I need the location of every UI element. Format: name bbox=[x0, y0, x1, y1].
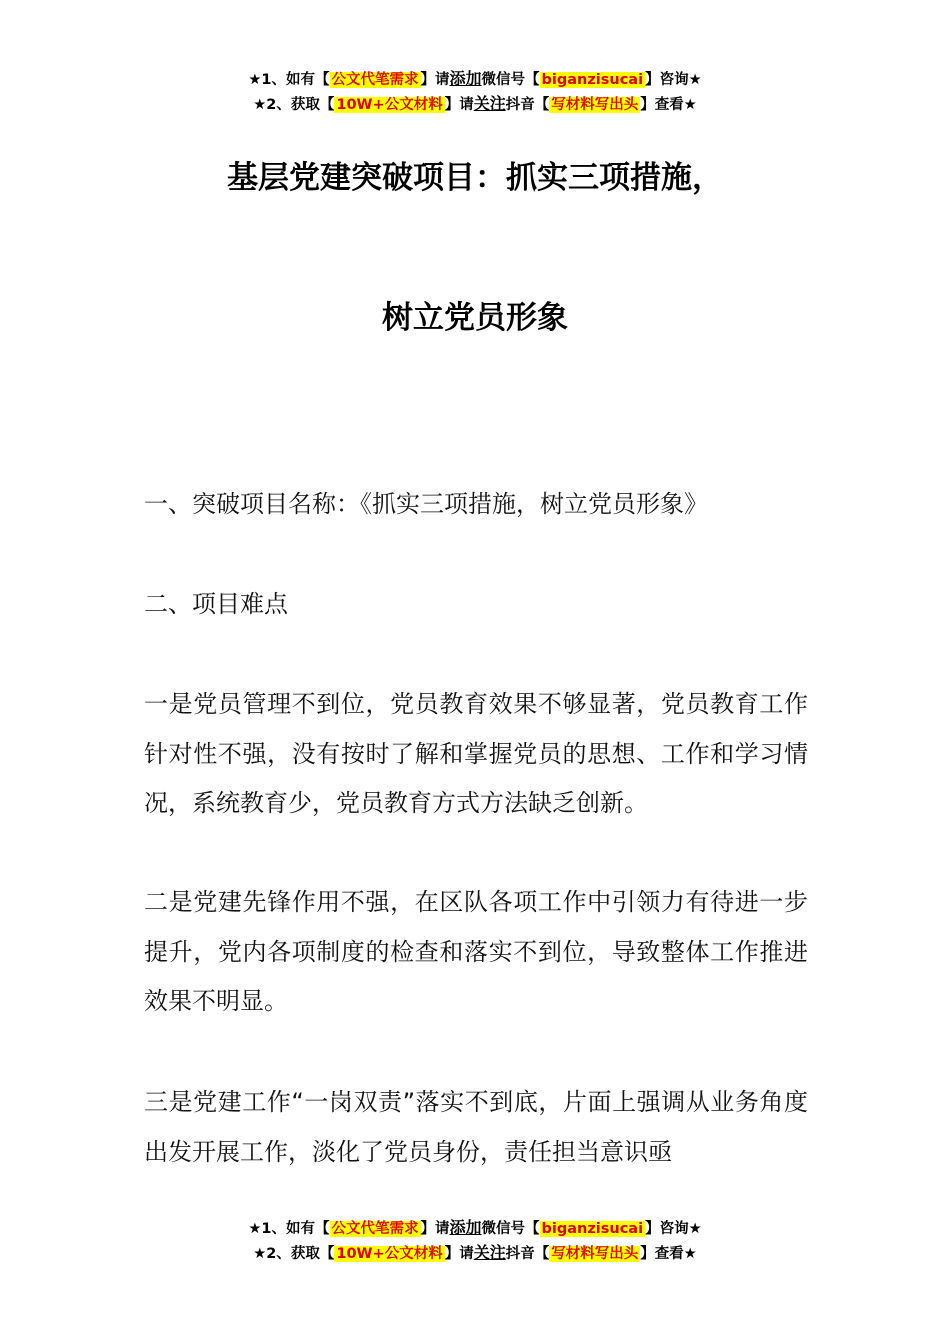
body-paragraph: 二是党建先锋作用不强，在区队各项工作中引领力有待进一步提升，党内各项制度的检查和落实不到位，导致整体工作推进效果不明显。 bbox=[144, 888, 808, 1015]
body-paragraph: 三是党建工作“一岗双责”落实不到底，片面上强调从业务角度出发开展工作，淡化了党员身份，责任担当意识亟 bbox=[144, 1088, 808, 1166]
footer-banner bbox=[0, 1216, 950, 1266]
document-title-line-2: 树立党员形象 bbox=[382, 300, 568, 336]
banner-text: 】请 bbox=[420, 72, 450, 88]
banner-highlight: 公文代笔需求 bbox=[331, 72, 419, 88]
banner-text: 】请 bbox=[420, 1221, 450, 1237]
banner-line-1 bbox=[0, 67, 950, 92]
banner-text: 】请 bbox=[444, 97, 474, 113]
banner-text: 微信号【 bbox=[481, 1221, 540, 1237]
banner-highlight: 公文代笔需求 bbox=[331, 1221, 419, 1237]
banner-line-1 bbox=[0, 1216, 950, 1241]
banner-text: 】查看★ bbox=[640, 97, 697, 113]
banner-line-2 bbox=[0, 92, 950, 117]
banner-emphasis: 添加 bbox=[449, 69, 482, 88]
banner-text: 】请 bbox=[444, 1246, 474, 1262]
body-paragraph: 一是党员管理不到位，党员教育效果不够显著，党员教育工作针对性不强，没有按时了解和掌握党员的思想、工作和学习情况，系统教育少，党员教育方式方法缺乏创新。 bbox=[144, 690, 808, 817]
banner-text: ★1、如有【 bbox=[248, 1221, 330, 1237]
banner-text: 】咨询★ bbox=[645, 72, 702, 88]
banner-highlight: biganzisucai bbox=[541, 1221, 644, 1237]
header-banner bbox=[0, 67, 950, 117]
banner-highlight: 写材料写出头 bbox=[551, 1246, 639, 1262]
banner-text: 抖音【 bbox=[505, 97, 550, 113]
banner-highlight: 10W+公文材料 bbox=[336, 1246, 443, 1262]
banner-emphasis: 添加 bbox=[449, 1218, 482, 1237]
banner-highlight: 写材料写出头 bbox=[551, 97, 639, 113]
banner-highlight: 10W+公文材料 bbox=[336, 97, 443, 113]
banner-emphasis: 关注 bbox=[473, 94, 506, 113]
banner-line-2 bbox=[0, 1241, 950, 1266]
banner-text: ★2、获取【 bbox=[253, 1246, 335, 1262]
project-name-paragraph: 一、突破项目名称：《抓实三项措施，树立党员形象》 bbox=[144, 490, 708, 518]
banner-text: 】咨询★ bbox=[645, 1221, 702, 1237]
document-title-line-1: 基层党建突破项目：抓实三项措施， bbox=[227, 160, 723, 196]
banner-text: 抖音【 bbox=[505, 1246, 550, 1262]
banner-text: 微信号【 bbox=[481, 72, 540, 88]
banner-text: ★1、如有【 bbox=[248, 72, 330, 88]
banner-text: 】查看★ bbox=[640, 1246, 697, 1262]
section-heading: 二、项目难点 bbox=[144, 590, 288, 618]
banner-emphasis: 关注 bbox=[473, 1243, 506, 1262]
banner-highlight: biganzisucai bbox=[541, 72, 644, 88]
banner-text: ★2、获取【 bbox=[253, 97, 335, 113]
